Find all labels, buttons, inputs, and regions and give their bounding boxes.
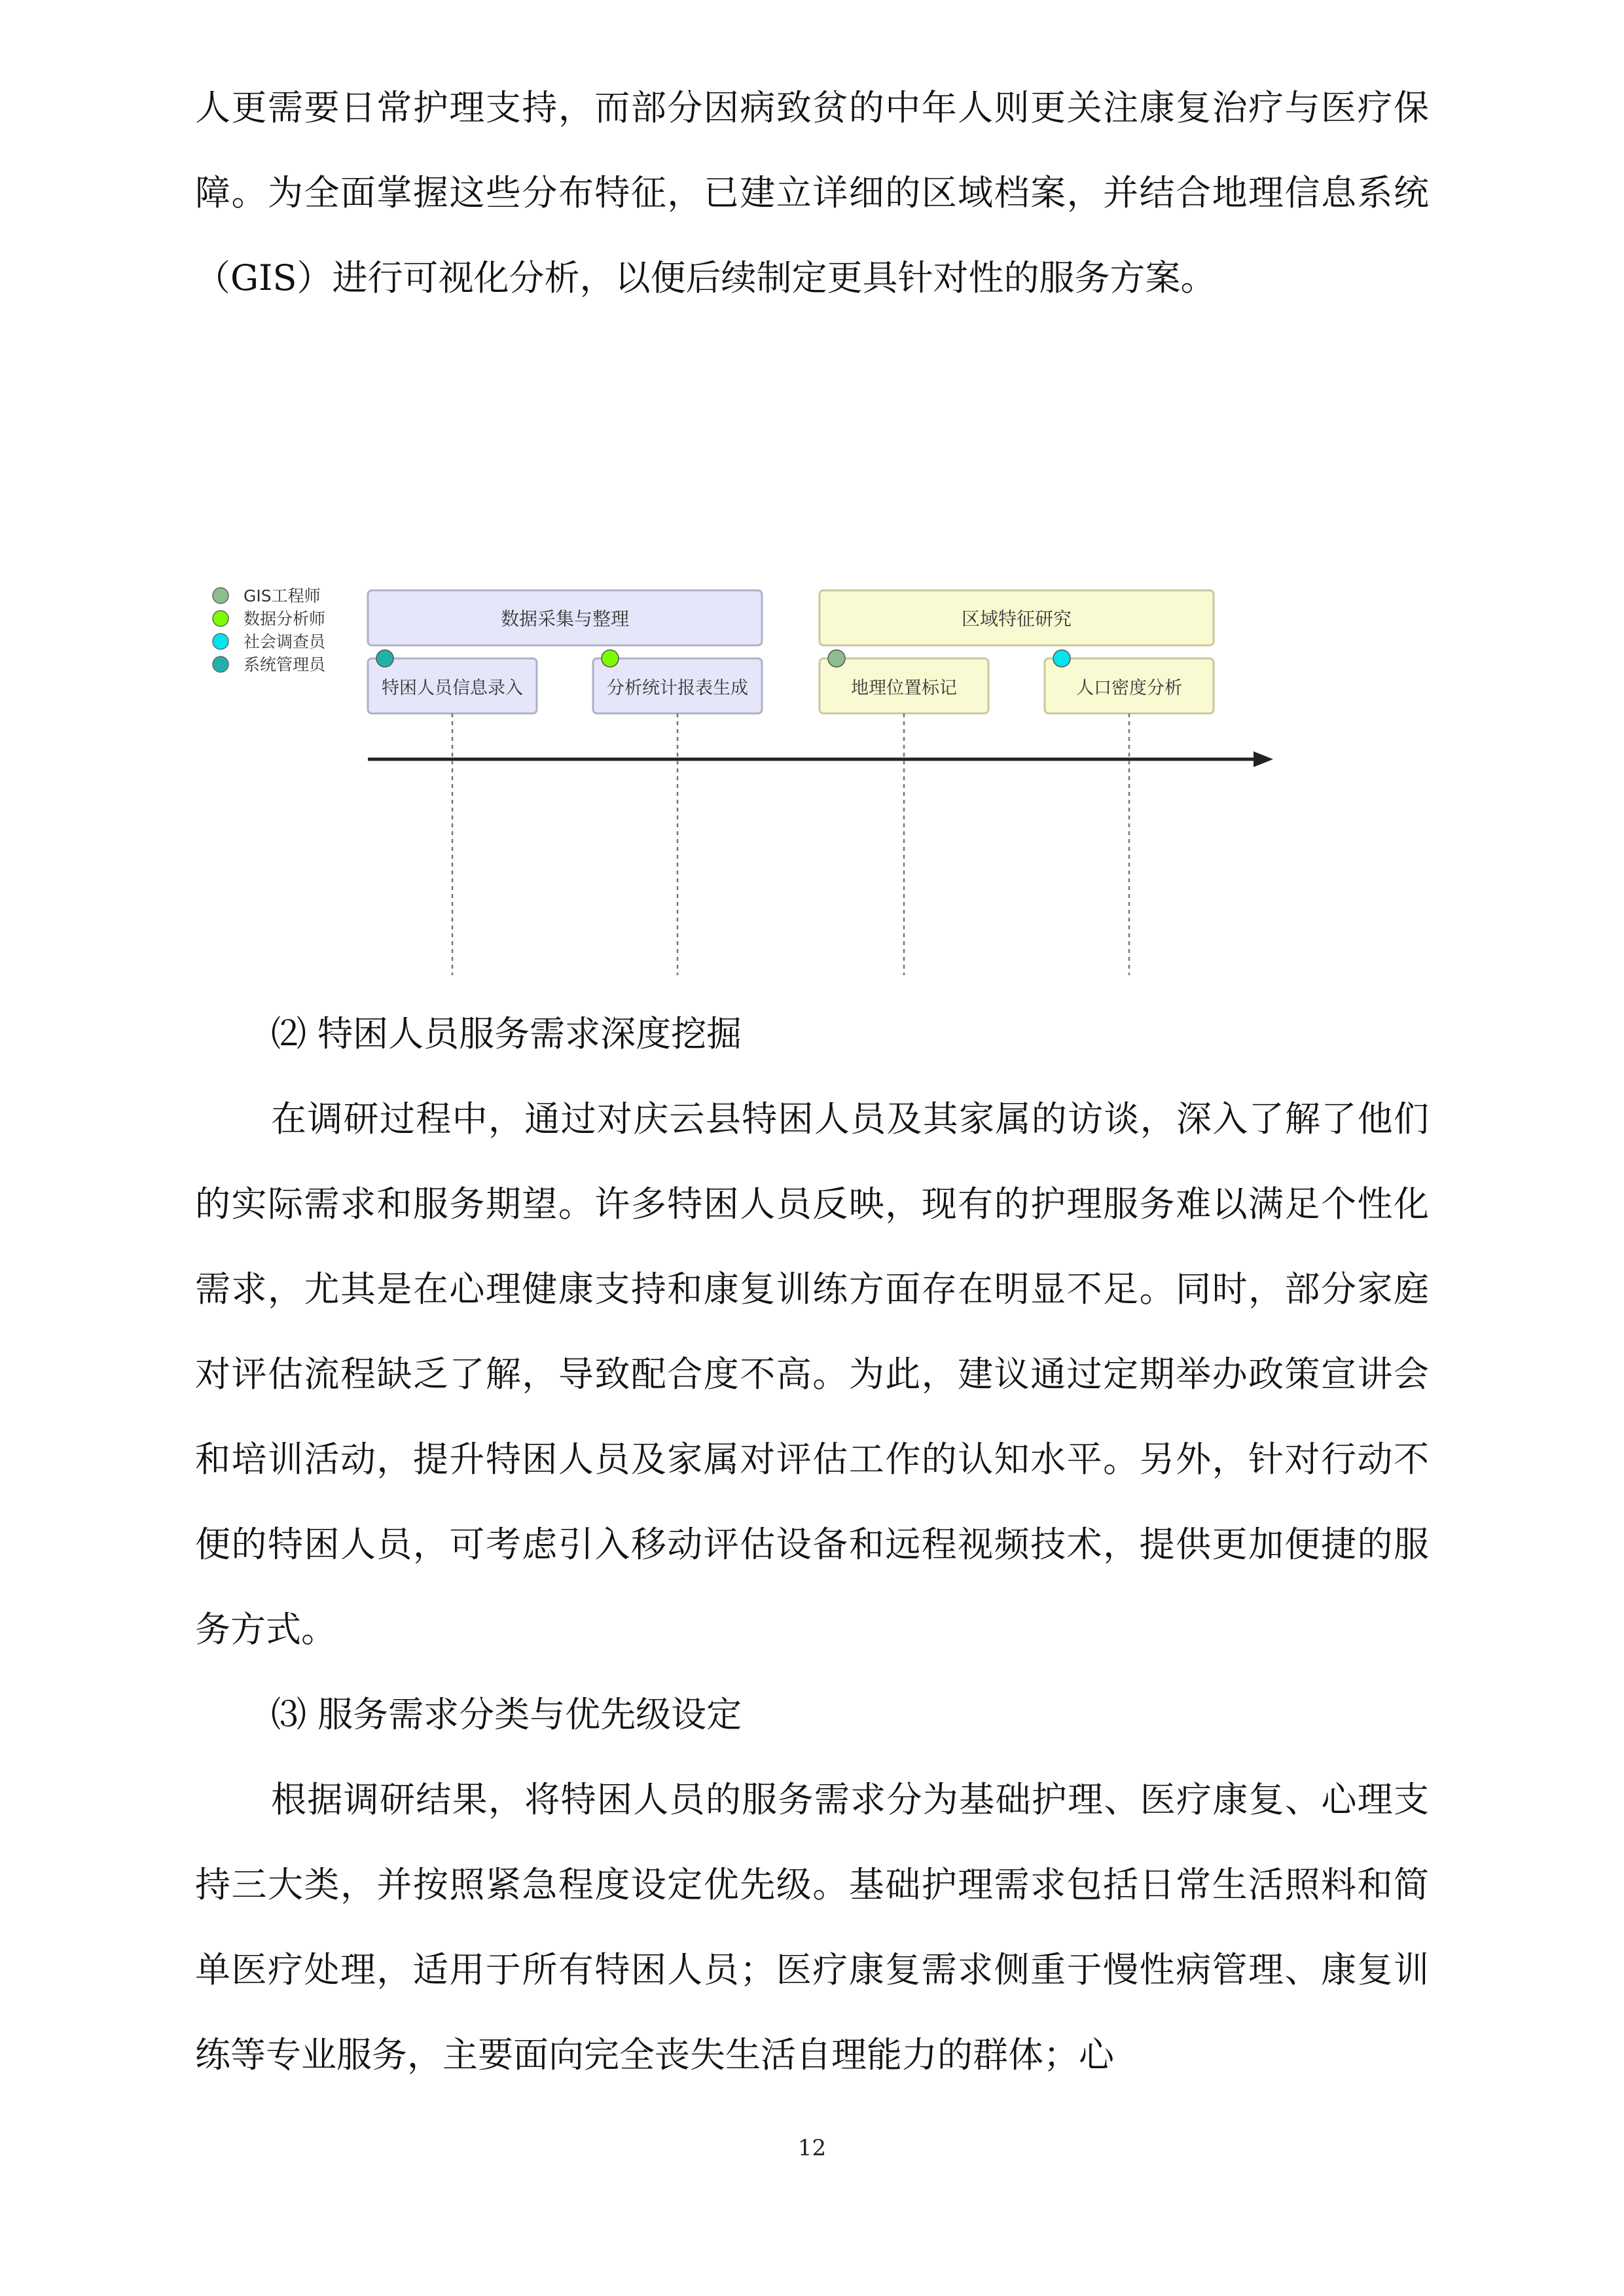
task-label: 特困人员信息录入 (382, 678, 523, 698)
timeline-dashes (452, 713, 1129, 975)
legend-dot (213, 656, 228, 672)
timeline-axis (368, 751, 1273, 767)
legend-dot (213, 588, 228, 603)
section2-heading: ⑵ 特困人员服务需求深度挖掘 (271, 1013, 742, 1054)
legend-dot (213, 634, 228, 649)
task-role-dot (602, 650, 619, 667)
section3-heading: ⑶ 服务需求分类与优先级设定 (271, 1694, 742, 1735)
intro-paragraph: 人更需要日常护理支持，而部分因病致贫的中年人则更关注康复治疗与医疗保障。为全面掌握这些分布特征，已建立详细的区域档案，并结合地理信息系统（GIS）进行可视化分析，以便后续制定更具针对性的服务方案。 (195, 87, 1429, 298)
page-number: 12 (797, 2135, 827, 2161)
legend-label: 社会调查员 (244, 632, 326, 651)
task-role-dot (376, 650, 393, 667)
task-role-dot (1053, 650, 1070, 667)
legend-dot (213, 611, 228, 626)
task-role-dot (828, 650, 845, 667)
section2-paragraph: 在调研过程中，通过对庆云县特困人员及其家属的访谈，深入了解了他们的实际需求和服务期望。许多特困人员反映，现有的护理服务难以满足个性化需求，尤其是在心理健康支持和康复训练方面存在明显不足。同时，部分家庭对评估流程缺乏了解，导致配合度不高。为此，建议通过定期举办政策宣讲会和培训活动，提升特困人员及家属对评估工作的认知水平。另外，针对行动不便的特困人员，可考虑引入移动评估设备和远程视频技术，提供更加便捷的服务方式。 (195, 1098, 1429, 1650)
group-label: 数据采集与整理 (500, 608, 630, 630)
task-label: 地理位置标记 (851, 678, 957, 698)
task-label: 分析统计报表生成 (607, 678, 748, 698)
section3-paragraph: 根据调研结果，将特困人员的服务需求分为基础护理、医疗康复、心理支持三大类，并按照紧急程度设定优先级。基础护理需求包括日常生活照料和简单医疗处理，适用于所有特困人员；医疗康复需求侧重于慢性病管理、康复训练等专业服务，主要面向完全丧失生活自理能力的群体；心 (195, 1779, 1429, 2075)
legend (213, 586, 327, 674)
timeline-diagram (196, 563, 1309, 995)
legend-label: GIS工程师 (244, 586, 321, 605)
task-boxes (368, 650, 1214, 713)
legend-label: 数据分析师 (244, 609, 326, 628)
task-label: 人口密度分析 (1076, 678, 1182, 698)
group-label: 区域特征研究 (961, 608, 1072, 630)
group-boxes (368, 590, 1214, 645)
legend-label: 系统管理员 (244, 655, 326, 674)
